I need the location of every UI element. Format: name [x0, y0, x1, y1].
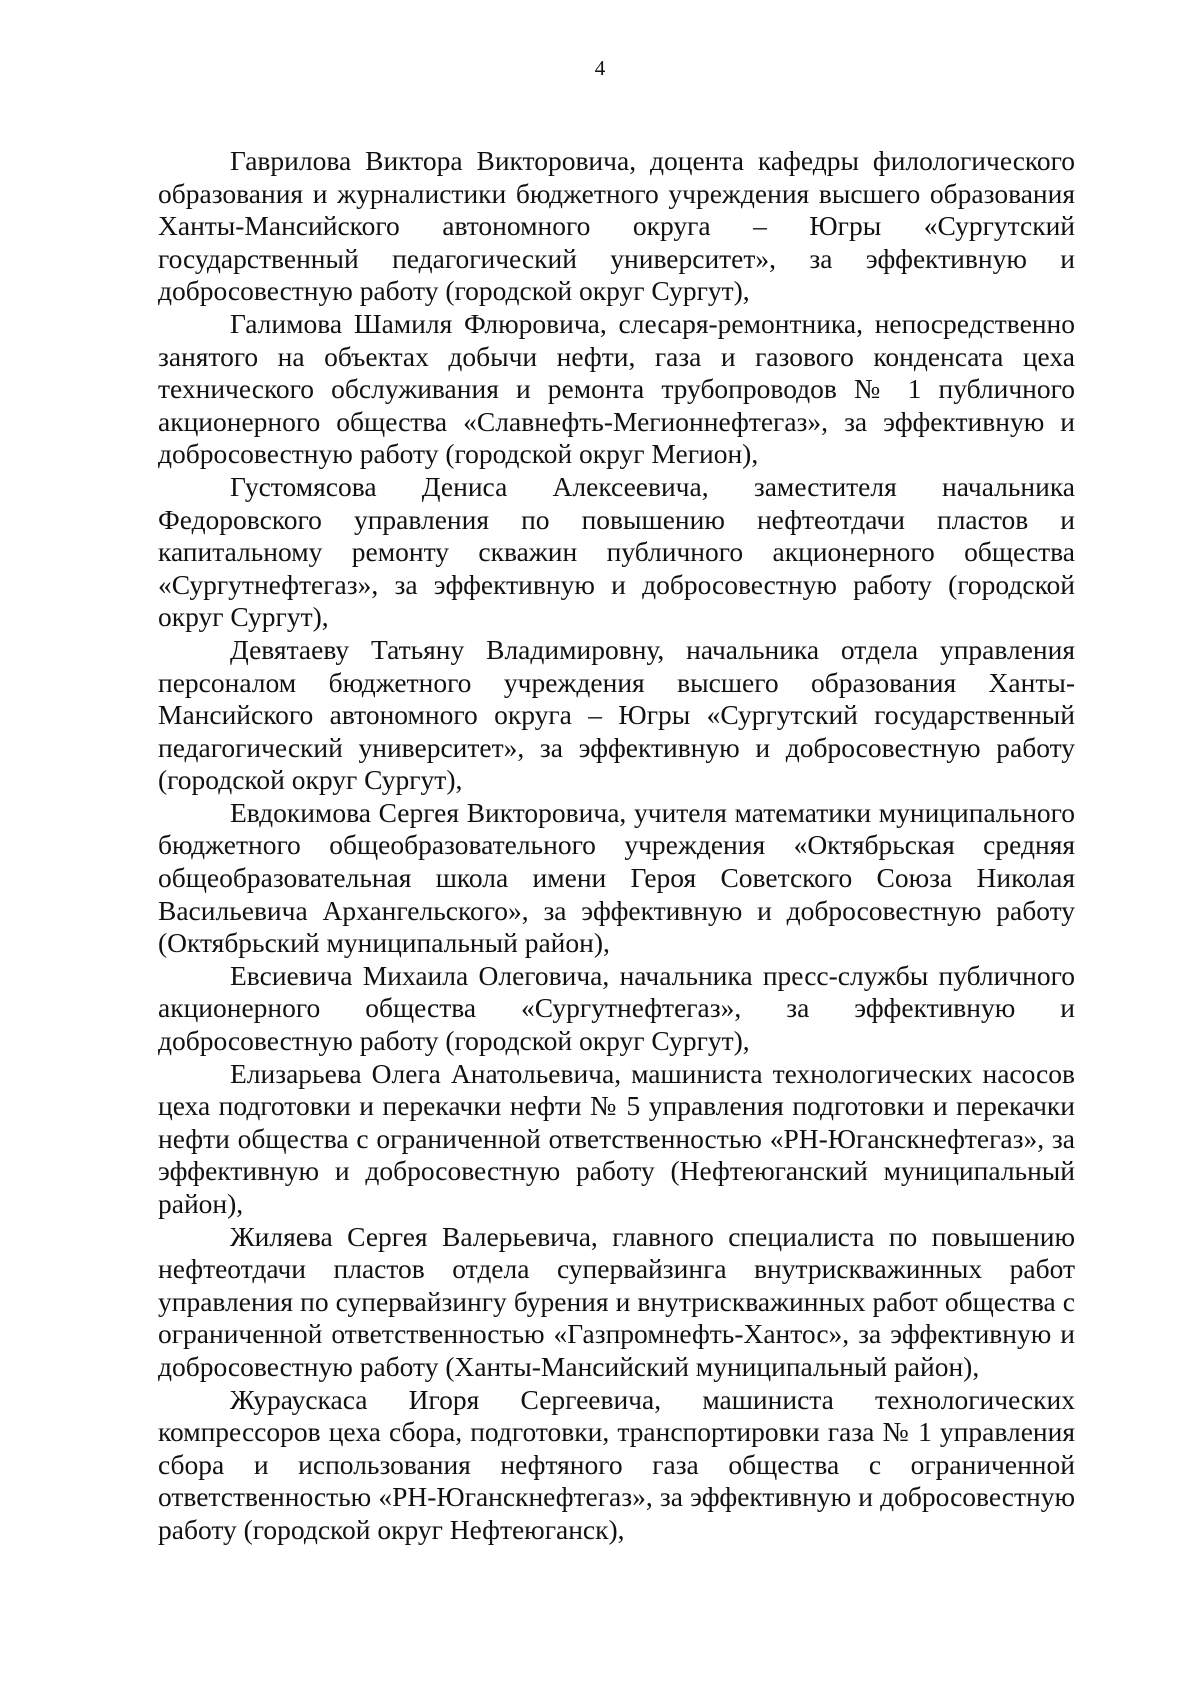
award-paragraph: Девятаеву Татьяну Владимировну, начальника отдела управления персоналом бюджетного учреждения высшего образования Ханты-Мансийского автономного округа – Югры «Сургутский государственный педагогический университет», за эффективную и добросовестную работу (городской округ Сургут), [158, 633, 1075, 796]
award-paragraph: Елизарьева Олега Анатольевича, машиниста технологических насосов цеха подготовки и перекачки нефти № 5 управления подготовки и перекачки нефти общества с ограниченной ответственностью «РН-Юганскнефтегаз», за эффективную и добросовестную работу (Нефтеюганский муниципальный район), [158, 1057, 1075, 1219]
award-paragraph: Жураускаса Игоря Сергеевича, машиниста технологических компрессоров цеха сбора, подготовки, транспортировки газа № 1 управления сбора и использования нефтяного газа общества с ограниченной ответственностью «РН-Юганскнефтегаз», за эффективную и добросовестную работу (городской округ Нефтеюганск), [158, 1383, 1075, 1545]
award-paragraph: Галимова Шамиля Флюровича, слесаря-ремонтника, непосредственно занятого на объектах добычи нефти, газа и газового конденсата цеха технического обслуживания и ремонта трубопроводов № 1 публичного акционерного общества «Славнефть-Мегионнефтегаз», за эффективную и добросовестную работу (городской округ Мегион), [158, 307, 1075, 470]
award-paragraph: Гаврилова Виктора Викторовича, доцента кафедры филологического образования и журналистики бюджетного учреждения высшего образования Ханты-Мансийского автономного округа – Югры «Сургутский государственный педагогический университет», за эффективную и добросовестную работу (городской округ Сургут), [158, 145, 1075, 307]
page-number: 4 [594, 56, 606, 80]
award-paragraph: Жиляева Сергея Валерьевича, главного специалиста по повышению нефтеотдачи пластов отдела супервайзинга внутрискважинных работ управления по супервайзингу бурения и внутрискважинных работ общества с ограниченной ответственностью «Газпромнефть-Хантос», за эффективную и добросовестную работу (Ханты-Мансийский муниципальный район), [158, 1220, 1075, 1382]
award-paragraph: Евсиевича Михаила Олеговича, начальника пресс-службы публичного акционерного общества «Сургутнефтегаз», за эффективную и добросовестную работу (городской округ Сургут), [158, 959, 1075, 1057]
document-body [158, 145, 1075, 1547]
award-paragraph: Густомясова Дениса Алексеевича, заместителя начальника Федоровского управления по повышению нефтеотдачи пластов и капитальному ремонту скважин публичного акционерного общества «Сургутнефтегаз», за эффективную и добросовестную работу (городской округ Сургут), [158, 470, 1075, 633]
award-paragraph: Евдокимова Сергея Викторовича, учителя математики муниципального бюджетного общеобразовательного учреждения «Октябрьская средняя общеобразовательная школа имени Героя Советского Союза Николая Васильевича Архангельского», за эффективную и добросовестную работу (Октябрьский муниципальный район), [158, 796, 1075, 959]
